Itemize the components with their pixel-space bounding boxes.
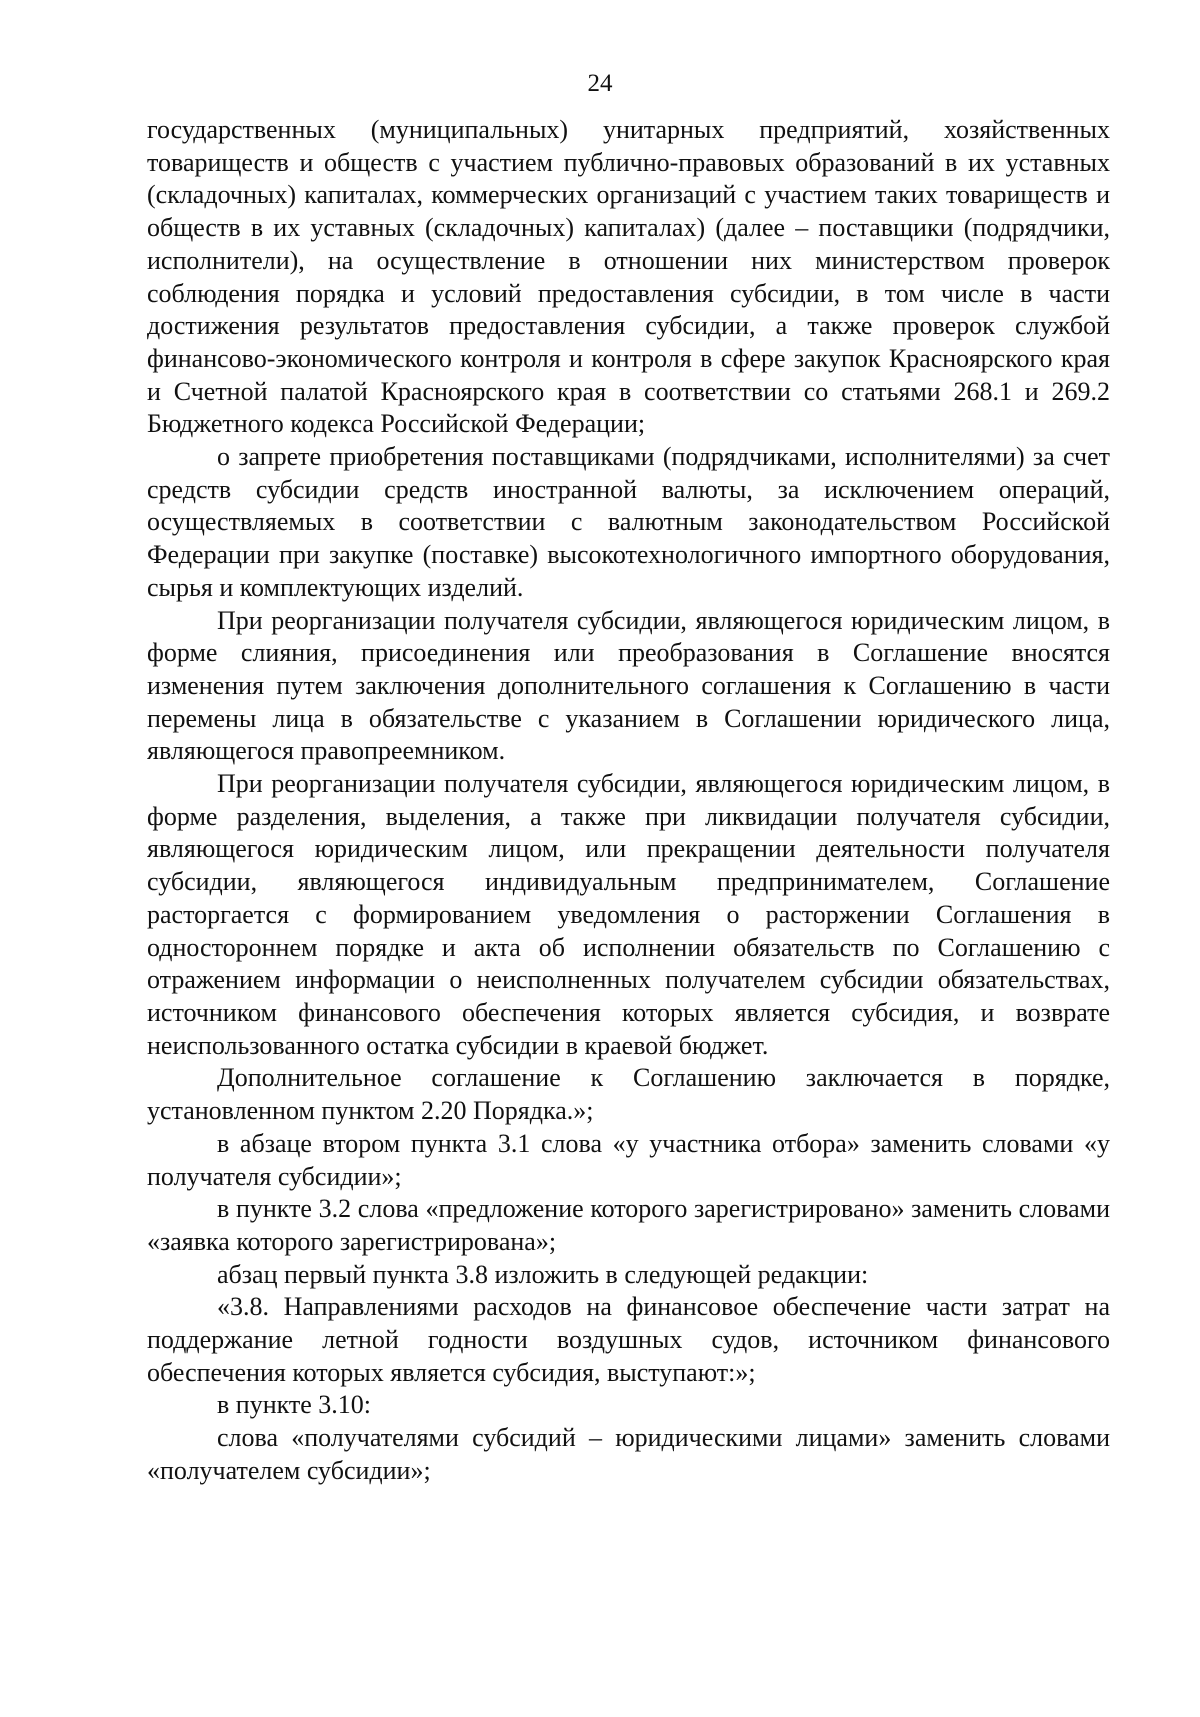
paragraph-continuation: государственных (муниципальных) унитарных предприятий, хозяйственных товариществ и обществ с участием публично-правовых образований в их уставных (складочных) капиталах, коммерческих организаций с участием таких товариществ и обществ в их уставных (складочных) капиталах) (далее – поставщики (подрядчики, исполнители), на осуществление в отношении них министерством проверок соблюдения порядка и условий предоставления субсидии, в том числе в части достижения результатов предоставления субсидии, а также проверок службой финансово-экономического контроля и контроля в сфере закупок Красноярского края и Счетной палатой Красноярского края в соответствии со статьями 268.1 и 269.2 Бюджетного кодекса Российской Федерации; [147, 115, 1110, 439]
paragraph-item-3-10-text: слова «получателями субсидий – юридическими лицами» заменить словами «получателем субсидии»; [147, 1423, 1110, 1485]
paragraph-item-3-2: в пункте 3.2 слова «предложение которого зарегистрировано» заменить словами «заявка которого зарегистрирована»; [147, 1194, 1110, 1256]
paragraph-foreign-currency: о запрете приобретения поставщиками (подрядчиками, исполнителями) за счет средств субсидии средств иностранной валюты, за исключением операций, осуществляемых в соответствии с валютным законодательством Российской Федерации при закупке (поставке) высокотехнологичного импортного оборудования, сырья и комплектующих изделий. [147, 442, 1110, 602]
document-body [147, 114, 1110, 1488]
paragraph-item-3-1: в абзаце втором пункта 3.1 слова «у участника отбора» заменить словами «у получателя субсидии»; [147, 1128, 1110, 1191]
paragraph-additional-agreement: Дополнительное соглашение к Соглашению заключается в порядке, установленном пунктом 2.20 Порядка.»; [147, 1063, 1110, 1126]
paragraph-reorganization-merger: При реорганизации получателя субсидии, являющегося юридическим лицом, в форме слияния, присоединения или преобразования в Соглашение вносятся изменения путем заключения дополнительного соглашения к Соглашению в части перемены лица в обязательстве с указанием в Соглашении юридического лица, являющегося правопреемником. [147, 605, 1110, 766]
paragraph-item-3-10-intro: в пункте 3.10: [217, 1390, 372, 1420]
paragraph-item-3-8-intro: абзац первый пункта 3.8 изложить в следующей редакции: [217, 1259, 869, 1289]
paragraph-reorganization-division: При реорганизации получателя субсидии, являющегося юридическим лицом, в форме разделения, выделения, а также при ликвидации получателя субсидии, являющегося юридическим лицом, или прекращении деятельности получателя субсидии, являющегося индивидуальным предпринимателем, Соглашение расторгается с формированием уведомления о расторжении Соглашения в одностороннем порядке и акта об исполнении обязательств по Соглашению с отражением информации о неисполненных получателем субсидии обязательствах, источником финансового обеспечения которых является субсидия, и возврате неиспользованного остатка субсидии в краевой бюджет. [147, 769, 1110, 1060]
page-number: 24 [587, 70, 613, 97]
paragraph-item-3-8-text: «3.8. Направлениями расходов на финансовое обеспечение части затрат на поддержание летной годности воздушных судов, источником финансового обеспечения которых является субсидия, выступают:»; [147, 1292, 1110, 1387]
